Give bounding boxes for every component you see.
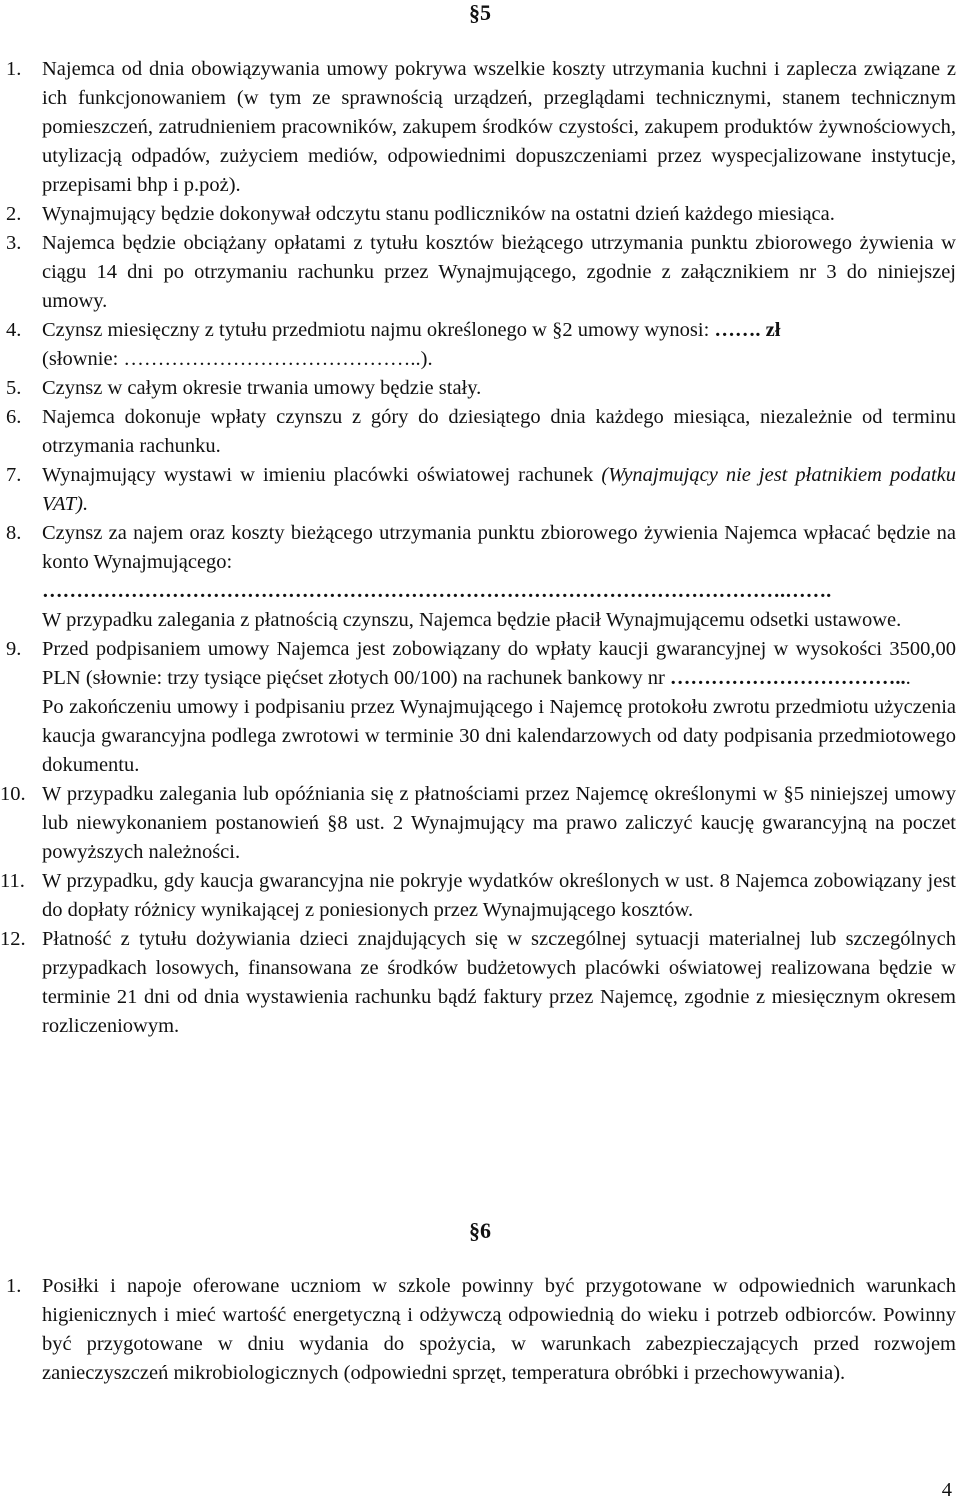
- rent-amount-text: Czynsz miesięczny z tytułu przedmiotu najmu określonego w §2 umowy wynosi:: [42, 319, 715, 341]
- item-number: 2.: [6, 203, 22, 225]
- list-item: [0, 229, 960, 316]
- item-text-continued: Po zakończeniu umowy i podpisaniu przez Wynajmującego i Najemcę protokołu zwrotu przedmiotu użyczenia kaucja gwarancyjna podlega zwrotowi w terminie 30 dni kalendarzowych od daty podpisania przedmiotowego dokumentu.: [42, 696, 956, 776]
- item-number: 4.: [6, 319, 22, 341]
- item-text: Najemca będzie obciążany opłatami z tytułu kosztów bieżącego utrzymania punktu zbiorowego żywienia w ciągu 14 dni po otrzymaniu rachunku przez Wynajmującego, zgodnie z załącznikiem nr 3 do niniejszej umowy.: [42, 232, 956, 312]
- item-text: [42, 316, 956, 374]
- item-number: 3.: [6, 232, 22, 254]
- item-number: 6.: [6, 406, 22, 428]
- bank-account-blank: ……………………………..: [669, 667, 906, 689]
- item-text: Wynajmujący będzie dokonywał odczytu stanu podliczników na ostatni dzień każdego miesiąca.: [42, 203, 835, 225]
- item-number: 5.: [6, 377, 22, 399]
- item-number: 8.: [6, 522, 22, 544]
- item-number: 7.: [6, 464, 22, 486]
- item-text: Posiłki i napoje oferowane uczniom w szkole powinny być przygotowane w odpowiednich warunkach higienicznych i mieć wartość energetyczną i odżywczą odpowiednią do wieku i potrzeb odbiorców. Powinny być przygotowane w dniu wydania do spożycia, w warunkach zabezpieczających przed rozwojem zanieczyszczeń mikrobiologicznych (odpowiedni sprzęt, temperatura obróbki i przechowywania).: [42, 1275, 956, 1384]
- account-text: Czynsz za najem oraz koszty bieżącego utrzymania punktu zbiorowego żywienia Najemca wpłacać będzie na konto Wynajmującego:: [42, 522, 956, 573]
- item-text: W przypadku, gdy kaucja gwarancyjna nie pokryje wydatków określonych w ust. 8 Najemca zobowiązany jest do dopłaty różnicy wynikającej z poniesionych przez Wynajmującego kosztów.: [42, 870, 956, 921]
- in-words-close: ).: [420, 348, 433, 370]
- item-text: [42, 461, 956, 519]
- deposit-tail: .: [905, 667, 911, 689]
- list-item: [0, 1272, 960, 1388]
- item-text: Czynsz w całym okresie trwania umowy będzie stały.: [42, 377, 482, 399]
- item-number: 1.: [6, 1275, 22, 1297]
- list-item: [0, 635, 960, 780]
- section-6-heading: §6: [469, 1218, 491, 1243]
- vat-note: (Wynajmujący nie jest płatnikiem podatku VAT).: [42, 464, 957, 515]
- list-item: [0, 461, 960, 519]
- list-item: [0, 200, 960, 229]
- list-item: [0, 55, 960, 200]
- item-number: 11.: [0, 870, 25, 892]
- section-5-heading: §5: [469, 0, 491, 25]
- list-item: [0, 374, 960, 403]
- item-text: [42, 635, 956, 693]
- list-item: [0, 925, 960, 1041]
- item-text: Najemca od dnia obowiązywania umowy pokrywa wszelkie koszty utrzymania kuchni i zaplecza związane z ich funkcjonowaniem (w tym ze sprawnością urządzeń, przeglądami technicznymi, stanem technicznym pomieszczeń, zatrudnieniem pracowników, zakupem środków czystości, zakupem produktów żywnościowych, utylizacją odpadów, zużyciem mediów, odpowiednimi dopuszczeniami przez wyspecjalizowane instytucje, przepisami bhp i p.poż).: [42, 58, 956, 196]
- in-words-blank: ……………………………………..: [123, 348, 421, 370]
- list-item: [0, 316, 960, 374]
- list-item: [0, 867, 960, 925]
- item-number: 10.: [0, 783, 26, 805]
- in-words-label: (słownie:: [42, 348, 124, 370]
- account-blank: ……………………………………………………………………………………………….…….: [42, 580, 832, 602]
- item-text: Najemca dokonuje wpłaty czynszu z góry do dziesiątego dnia każdego miesiąca, niezależnie od terminu otrzymania rachunku.: [42, 406, 956, 457]
- invoice-text: Wynajmujący wystawi w imieniu placówki oświatowej rachunek: [42, 464, 602, 486]
- item-text: [42, 519, 956, 577]
- list-item: [0, 519, 960, 635]
- item-text-continued: W przypadku zalegania z płatnością czynszu, Najemca będzie płacił Wynajmującemu odsetki ustawowe.: [42, 609, 902, 631]
- item-text: W przypadku zalegania lub opóźniania się z płatnościami przez Najemcę określonymi w §5 niniejszej umowy lub niewykonaniem postanowień §8 ust. 2 Wynajmujący ma prawo zaliczyć kaucję gwarancyjną na poczet powyższych należności.: [42, 783, 956, 863]
- item-text: Płatność z tytułu dożywiania dzieci znajdujących się w szczególnej sytuacji materialnej lub szczególnych przypadkach losowych, finansowana ze środków budżetowych placówki oświatowej realizowana będzie w terminie 21 dni od dnia wystawienia rachunku bądź faktury przez Najemcę, zgodnie z miesięcznym okresem rozliczeniowym.: [42, 928, 956, 1037]
- section-6-list: [0, 1272, 960, 1388]
- list-item: [0, 403, 960, 461]
- item-number: 12.: [0, 928, 26, 950]
- list-item: [0, 780, 960, 867]
- deposit-text: Przed podpisaniem umowy Najemca jest zobowiązany do wpłaty kaucji gwarancyjnej w wysokości 3500,00 PLN (słownie: trzy tysiące pięćset złotych 00/100) na rachunek bankowy nr: [42, 638, 956, 689]
- page-number: 4: [941, 1479, 952, 1501]
- item-number: 1.: [6, 58, 22, 80]
- section-5-list: [0, 55, 960, 1041]
- item-number: 9.: [6, 638, 22, 660]
- amount-blank: ……. zł: [714, 319, 781, 341]
